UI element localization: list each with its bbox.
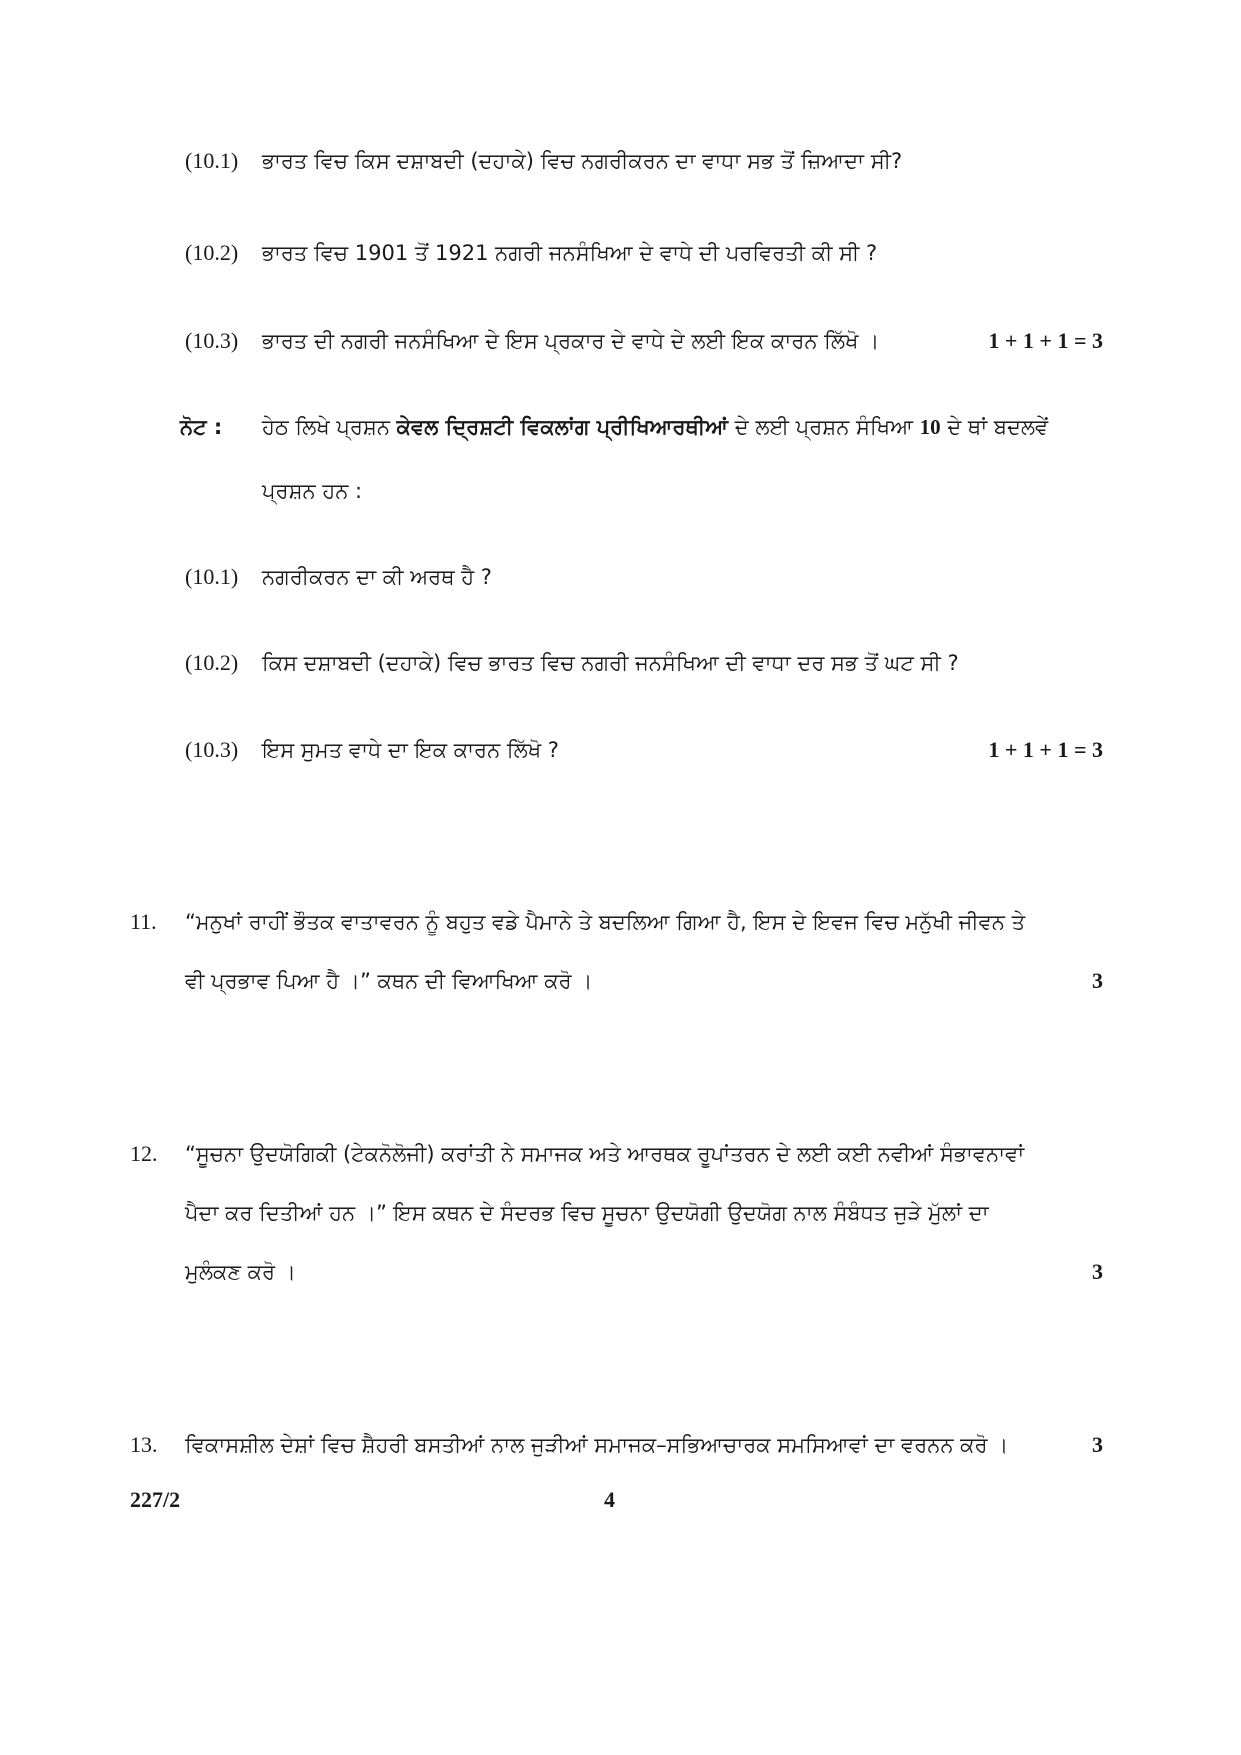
q10-3-text: ਭਾਰਤ ਦੀ ਨਗਰੀ ਜਨਸੰਖਿਆ ਦੇ ਇਸ ਪ੍ਰਕਾਰ ਦੇ ਵਾਧੇ ਦੇ ਲਈ ਇਕ ਕਾਰਨ ਲਿੱਖੋ । xyxy=(262,329,880,353)
q13-number: 13. xyxy=(130,1432,158,1457)
note-text-a: ਹੇਠ ਲਿਖੇ ਪ੍ਰਸ਼ਨ xyxy=(262,415,397,439)
q13-marks: 3 xyxy=(1092,1432,1103,1457)
alt10-3-number: (10.3) xyxy=(185,737,239,762)
q10-1-number: (10.1) xyxy=(185,148,239,173)
alt10-1-text: ਨਗਰੀਕਰਨ ਦਾ ਕੀ ਅਰਥ ਹੈ ? xyxy=(262,565,492,589)
note-text-num: 10 xyxy=(919,415,941,439)
note-text-line2: ਪ੍ਰਸ਼ਨ ਹਨ : xyxy=(262,479,363,503)
alt10-1-number: (10.1) xyxy=(185,564,239,589)
note-text-line1 xyxy=(262,412,1048,442)
q10-3-number: (10.3) xyxy=(185,328,239,353)
q12-line1: “ਸੂਚਨਾ ਉਦਯੋਗਿਕੀ (ਟੇਕਨੋਲੋਜੀ) ਕਰਾਂਤੀ ਨੇ ਸਮਾਜਕ ਅਤੇ ਆਰਥਕ ਰੂਪਾਂਤਰਨ ਦੇ ਲਈ ਕਈ ਨਵੀਆਂ ਸੰਭਾਵਨਾਵਾਂ xyxy=(185,1142,1025,1166)
q10-2-number: (10.2) xyxy=(185,240,239,265)
q11-line2: ਵੀ ਪ੍ਰਭਾਵ ਪਿਆ ਹੈ ।” ਕਥਨ ਦੀ ਵਿਆਖਿਆ ਕਰੋ । xyxy=(185,969,593,993)
q10-3-marks: 1 + 1 + 1 = 3 xyxy=(988,328,1103,353)
alt10-2-number: (10.2) xyxy=(185,650,239,675)
note-text-b: ਦੇ ਲਈ ਪ੍ਰਸ਼ਨ ਸੰਖਿਆ xyxy=(728,415,920,439)
q11-line1: “ਮਨੁਖਾਂ ਰਾਹੀਂ ਭੌਤਕ ਵਾਤਾਵਰਨ ਨੂੰ ਬਹੁਤ ਵਡੇ ਪੈਮਾਨੇ ਤੇ ਬਦਲਿਆ ਗਿਆ ਹੈ, ਇਸ ਦੇ ਇਵਜ ਵਿਚ ਮਨੁੱਖੀ ਜੀਵਨ ਤੇ xyxy=(185,910,1026,934)
q12-marks: 3 xyxy=(1092,1259,1103,1284)
paper-code: 227/2 xyxy=(130,1487,181,1512)
q10-1-text: ਭਾਰਤ ਵਿਚ ਕਿਸ ਦਸ਼ਾਬਦੀ (ਦਹਾਕੇ) ਵਿਚ ਨਗਰੀਕਰਨ ਦਾ ਵਾਧਾ ਸਭ ਤੋਂ ਜ਼ਿਆਦਾ ਸੀ? xyxy=(262,149,903,173)
alt10-2-text: ਕਿਸ ਦਸ਼ਾਬਦੀ (ਦਹਾਕੇ) ਵਿਚ ਭਾਰਤ ਵਿਚ ਨਗਰੀ ਜਨਸੰਖਿਆ ਦੀ ਵਾਧਾ ਦਰ ਸਭ ਤੋਂ ਘਟ ਸੀ ? xyxy=(262,651,959,675)
note-text-c: ਦੇ ਥਾਂ ਬਦਲਵੇਂ xyxy=(940,415,1049,439)
q12-number: 12. xyxy=(130,1141,158,1166)
q12-line3: ਮੁਲੰਕਣ ਕਰੋ । xyxy=(185,1260,296,1284)
alt10-3-marks: 1 + 1 + 1 = 3 xyxy=(988,737,1103,762)
q11-marks: 3 xyxy=(1092,968,1103,993)
alt10-3-text: ਇਸ ਸੁਮਤ ਵਾਧੇ ਦਾ ਇਕ ਕਾਰਨ ਲਿੱਖੋ ? xyxy=(262,738,559,762)
q11-number: 11. xyxy=(130,909,157,934)
note-label: ਨੋਟ : xyxy=(180,415,223,439)
page-number: 4 xyxy=(604,1487,615,1512)
q12-line2: ਪੈਦਾ ਕਰ ਦਿਤੀਆਂ ਹਨ ।” ਇਸ ਕਥਨ ਦੇ ਸੰਦਰਭ ਵਿਚ ਸੂਚਨਾ ਉਦਯੋਗੀ ਉਦਯੋਗ ਨਾਲ ਸੰਬੰਧਤ ਜੁੜੇ ਮੁੱਲਾਂ ਦਾ xyxy=(185,1201,989,1225)
q13-line1: ਵਿਕਾਸਸ਼ੀਲ ਦੇਸ਼ਾਂ ਵਿਚ ਸ਼ੈਹਰੀ ਬਸਤੀਆਂ ਨਾਲ ਜੁੜੀਆਂ ਸਮਾਜਕ–ਸਭਿਆਚਾਰਕ ਸਮਸਿਆਵਾਂ ਦਾ ਵਰਨਨ ਕਰੋ । xyxy=(185,1433,1009,1457)
q10-2-text: ਭਾਰਤ ਵਿਚ 1901 ਤੋਂ 1921 ਨਗਰੀ ਜਨਸੰਖਿਆ ਦੇ ਵਾਧੇ ਦੀ ਪਰਵਿਰਤੀ ਕੀ ਸੀ ? xyxy=(262,241,878,265)
note-text-bold: ਕੇਵਲ ਦ੍ਰਿਸ਼ਟੀ ਵਿਕਲਾਂਗ ਪ੍ਰੀਖਿਆਰਥੀਆਂ xyxy=(396,415,729,439)
